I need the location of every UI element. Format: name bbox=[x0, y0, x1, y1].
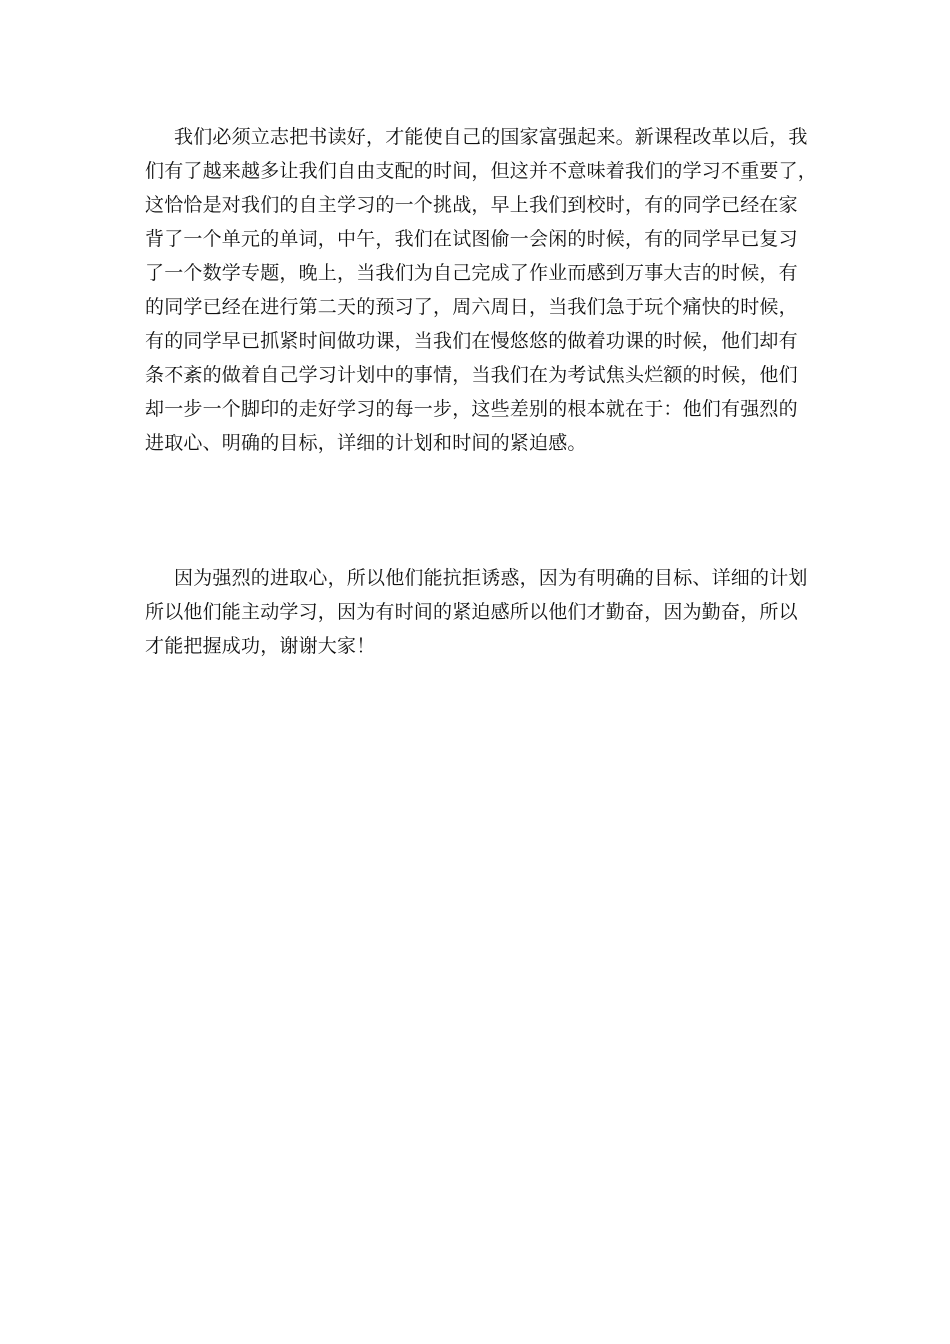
paragraph-line: 有的同学早已抓紧时间做功课，当我们在慢悠悠的做着功课的时候，他们却有 bbox=[145, 330, 798, 352]
paragraph-line: 因为强烈的进取心，所以他们能抗拒诱惑，因为有明确的目标、详细的计划 bbox=[174, 567, 808, 589]
paragraph-line: 却一步一个脚印的走好学习的每一步，这些差别的根本就在于：他们有强烈的 bbox=[145, 398, 798, 420]
paragraph-line: 进取心、明确的目标，详细的计划和时间的紧迫感。 bbox=[145, 432, 587, 454]
paragraph-line: 条不紊的做着自己学习计划中的事情，当我们在为考试焦头烂额的时候，他们 bbox=[145, 364, 798, 386]
paragraph-line: 们有了越来越多让我们自由支配的时间，但这并不意味着我们的学习不重要了， bbox=[145, 160, 818, 182]
paragraph-line: 的同学已经在进行第二天的预习了，周六周日，当我们急于玩个痛快的时候， bbox=[145, 296, 798, 318]
paragraph-2 bbox=[145, 561, 810, 663]
paragraph-1 bbox=[145, 120, 818, 460]
paragraph-line: 才能把握成功，谢谢大家！ bbox=[145, 635, 376, 657]
paragraph-line: 了一个数学专题，晚上，当我们为自己完成了作业而感到万事大吉的时候，有 bbox=[145, 262, 798, 284]
paragraph-line: 所以他们能主动学习，因为有时间的紧迫感所以他们才勤奋，因为勤奋，所以 bbox=[145, 601, 798, 623]
paragraph-line: 这恰恰是对我们的自主学习的一个挑战，早上我们到校时，有的同学已经在家 bbox=[145, 194, 798, 216]
paragraph-line: 背了一个单元的单词，中午，我们在试图偷一会闲的时候，有的同学早已复习 bbox=[145, 228, 798, 250]
paragraph-line: 我们必须立志把书读好，才能使自己的国家富强起来。新课程改革以后，我 bbox=[174, 126, 808, 148]
